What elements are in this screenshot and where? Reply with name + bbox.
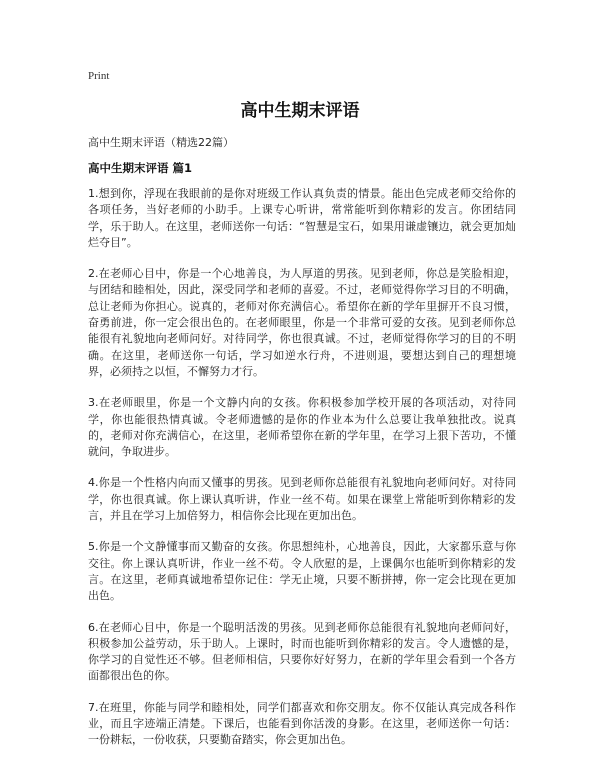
paragraph-5: 5.你是一个文静懂事而又勤奋的女孩。你思想纯朴，心地善良，因此，大家都乐意与你交往。你上课认真听讲，作业一丝不苟。令人欣慰的是，上课偶尔也能听到你精彩的发言。在这里，老师真诚地希望你记住：学无止境，只要不断拼搏，你一定会比现在更加出色。 [88,540,516,603]
paragraph-7: 7.在班里，你能与同学和睦相处，同学们都喜欢和你交朋友。你不仅能认真完成各科作业，而且字迹端正清楚。下课后，也能看到你活泼的身影。在这里，老师送你一句话：一份耕耘，一份收获，只要勤奋踏实，你会更加出色。 [88,700,516,747]
section-heading: 高中生期末评语 篇1 [88,161,193,175]
page-title: 高中生期末评语 [240,101,360,121]
paragraph-2: 2.在老师心目中，你是一个心地善良，为人厚道的男孩。见到老师，你总是笑脸相迎，与团结和睦相处，因此，深受同学和老师的喜爱。不过，老师觉得你学习目的不明确，总让老师为你担心。说真的，老师对你充满信心。希望你在新的学年里摒开不良习惯，奋勇前进，你一定会很出色的。在老师眼里，你是一个非常可爱的女孩。见到老师你总能很有礼貌地向老师问好。对待同学，你也很真诚。不过，老师觉得你学习的目的不明确。在这里，老师送你一句话，学习如逆水行舟，不进则退，要想达到自己的理想境界，必须持之以恒，不懈努力才行。 [88,267,516,378]
paragraph-4: 4.你是一个性格内向而又懂事的男孩。见到老师你总能很有礼貌地向老师问好。对待同学，你也很真诚。你上课认真听讲，作业一丝不苟。如果在课堂上常能听到你精彩的发言，并且在学习上加倍努力，相信你会比现在更加出色。 [88,476,516,523]
paragraph-3: 3.在老师眼里，你是一个文静内向的女孩。你积极参加学校开展的各项活动，对待同学，你也能很热情真诚。令老师遗憾的是你的作业本为什么总要让我单独批改。说真的，老师对你充满信心，在这里，老师希望你在新的学年里，在学习上狠下苦功，不懂就问，争取进步。 [88,396,516,459]
document-subtitle: 高中生期末评语（精选22篇） [88,136,234,149]
paragraph-6: 6.在老师心目中，你是一个聪明活泼的男孩。见到老师你总能很有礼貌地向老师问好，积极参加公益劳动，乐于助人。上课时，时而也能听到你精彩的发言。令人遗憾的是，你学习的自觉性还不够。但老师相信，只要你好好努力，在新的学年里会看到一个各方面都很出色的你。 [88,620,516,683]
paragraph-1: 1.想到你，浮现在我眼前的是你对班级工作认真负责的情景。能出色完成老师交给你的各项任务，当好老师的小助手。上课专心听讲，常常能听到你精彩的发言。你团结同学，乐于助人。在这里，老师送你一句话：“智慧是宝石，如果用谦虚镶边，就会更加灿烂夺目”。 [88,187,516,249]
document-body [88,186,516,764]
print-link[interactable]: Print [88,70,110,82]
